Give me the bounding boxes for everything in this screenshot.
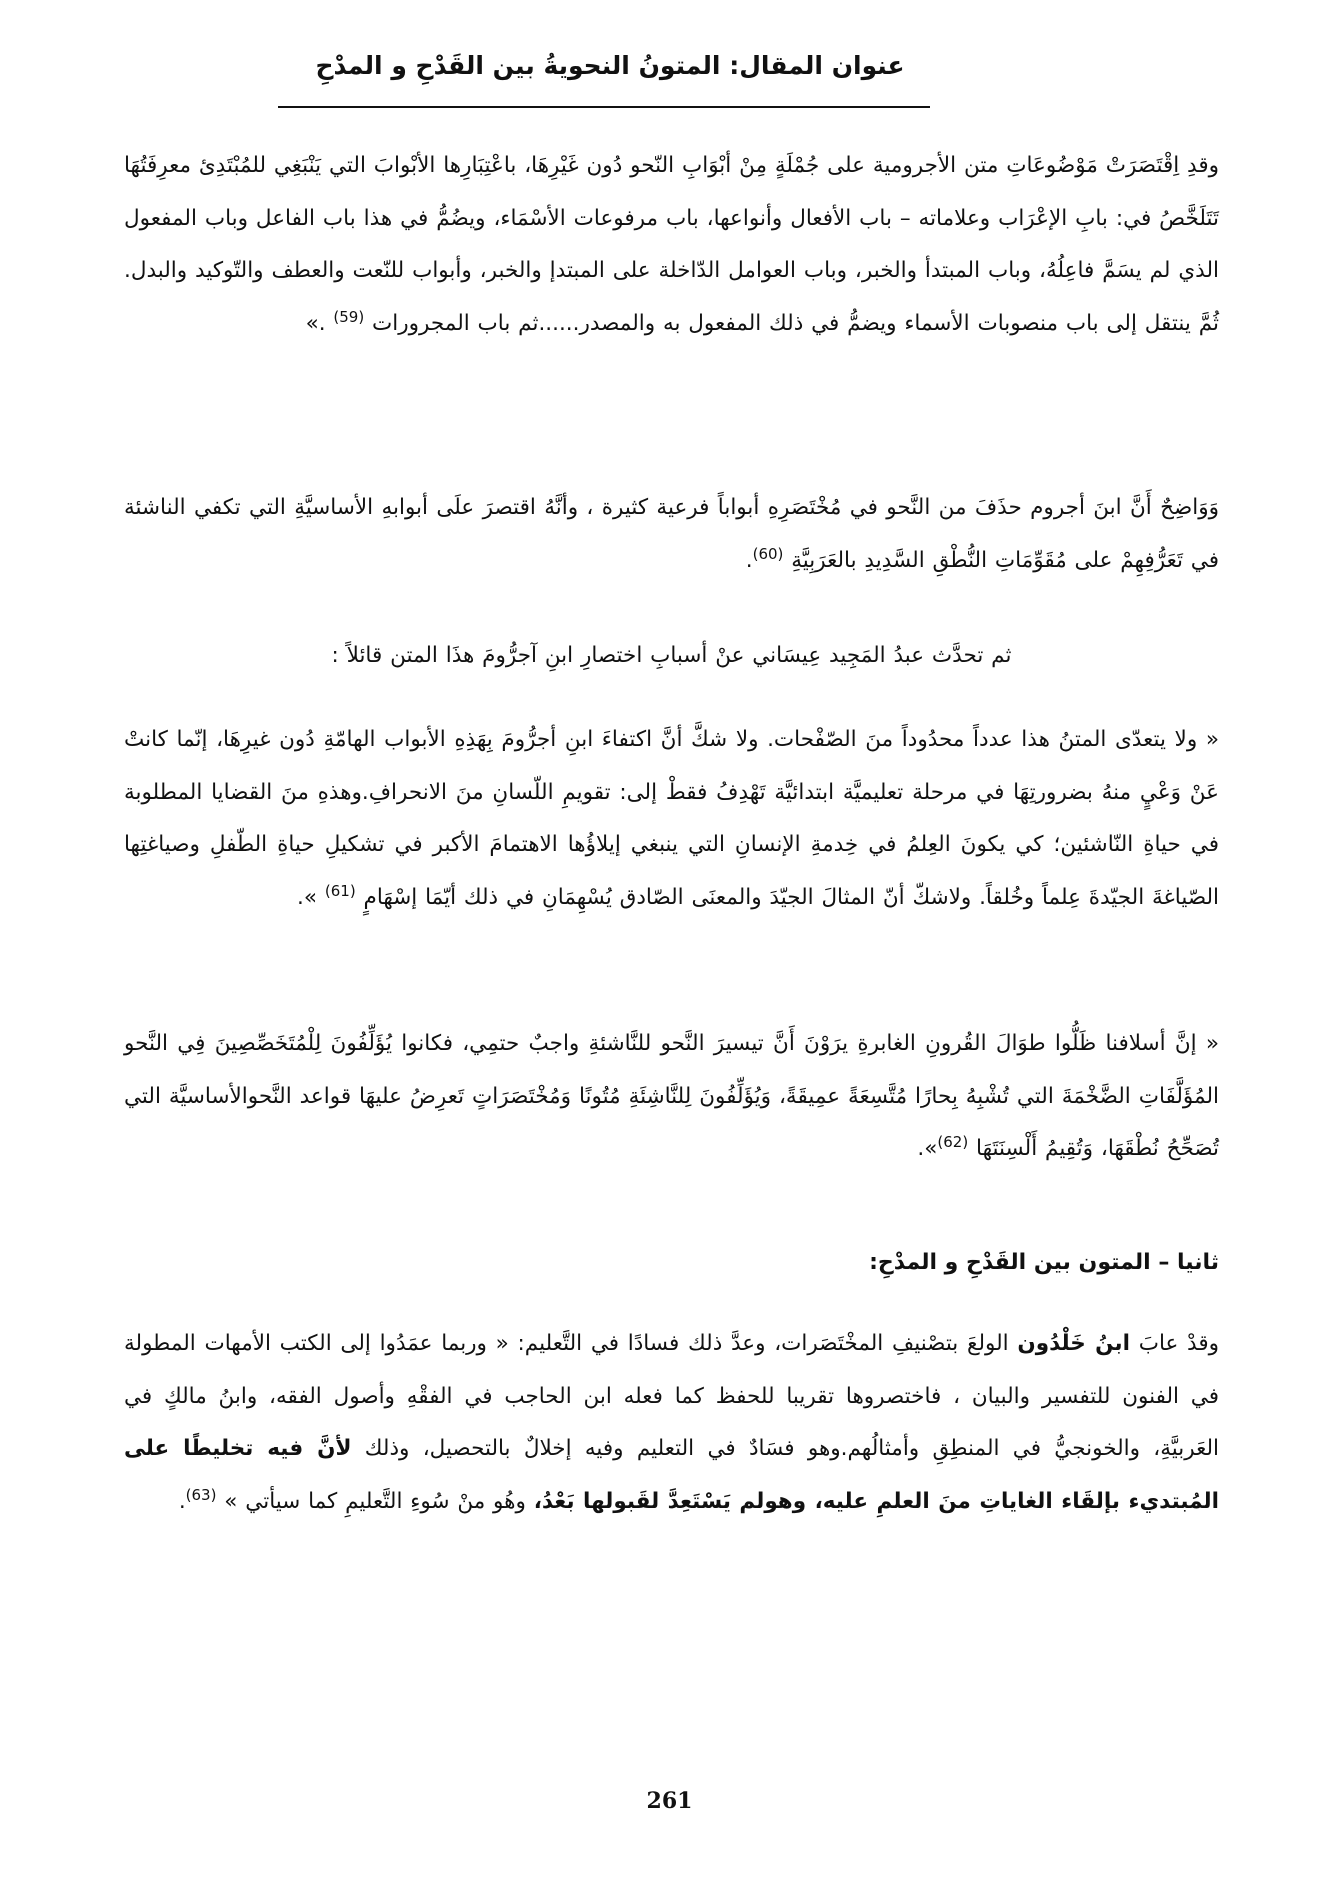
paragraph-2-closing: . bbox=[745, 547, 753, 573]
author-name: ابنُ خَلْدُون bbox=[1017, 1331, 1130, 1356]
footnote-ref-60: (60) bbox=[752, 544, 784, 563]
paragraph-6-tail: وهُو منْ سُوءِ التَّعليمِ كما سيأتي » bbox=[224, 1488, 534, 1514]
paragraph-4-text: « ولا يتعدّى المتنُ هذا عدداً محدُوداً منَ الصّفْحات. ولا شكَّ أنَّ اكتفاءَ ابنِ أجرُّومَ بِهَذِهِ الأبواب الهامّةِ دُون غيرِهَا، إنّما كانتْ عَنْ وَعْيٍ منهُ بضرورتِهَا في مرحلة تعليميَّة ابتدائيَّة تَهْدِفُ فقطْ إلى: تقويمِ اللّسانِ منَ الانحرافِ.وهذهِ منَ القضايا المطلوبة في حياةِ النّاشئين؛ كي يكونَ العِلمُ في خِدمةِ الإنسانِ التي ينبغي إيلاؤُها الاهتمامَ الأكبر في تشكيلِ حياةِ الطّفلِ وصياغتِها الصّياغةَ الجيّدةَ عِلماً وخُلقاً. ولاشكّ أنّ المثالَ الجيّدَ والمعنَى الصّادق يُسْهِمَانِ في ذلك أيّمَا إسْهَامٍ bbox=[124, 727, 1219, 910]
page-number: 261 bbox=[646, 1788, 693, 1814]
header-rule bbox=[278, 106, 930, 108]
paragraph-1-closing: .» bbox=[305, 310, 326, 336]
paragraph-4-closing: ». bbox=[297, 884, 318, 910]
paragraph-2-text: وَوَاضِحٌ أَنَّ ابنَ أجروم حذَفَ من النَّحو في مُخْتَصَرِهِ أبواباً فرعية كثيرة ، وأنَّهُ اقتصرَ علَى أبوابهِ الأساسيَّةِ التي تكفي الناشئة في تَعَرُّفِهِمْ على مُقَوِّمَاتِ النُّطْقِ السَّدِيدِ بالعَرَبِيَّةِ bbox=[124, 495, 1219, 573]
footnote-ref-61: (61) bbox=[324, 881, 356, 900]
paragraph-5-closing: ». bbox=[917, 1136, 938, 1161]
paragraph-1 bbox=[124, 140, 1219, 350]
paragraph-6-text: الولعَ بتصْنيفِ المخْتَصَرات، وعدَّ ذلك فسادًا في التَّعليم: « وربما عمَدُوا إلى الكتب الأمهات المطولة في الفنون للتفسير والبيان ، فاختصروها تقريبا للحفظ كما فعله ابن الحاجب في الفقْهِ وأصول الفقه، وابنُ مالكٍ في العَربيَّةِ، والخونجيُّ في المنطِقِ وأمثالُهم.وهو فسَادٌ في التعليم وفيه إخلالٌ بالتحصيل، وذلك bbox=[124, 1331, 1219, 1461]
paragraph-4-quote bbox=[124, 714, 1219, 924]
paragraph-6-closing: . bbox=[178, 1488, 186, 1514]
paragraph-6-lead: وقدْ عابَ bbox=[1129, 1331, 1219, 1356]
paragraph-3 bbox=[124, 630, 1219, 683]
paragraph-5-text: « إنَّ أسلافنا ظَلُّوا طوَالَ القُرونِ الغابرةِ يرَوْنَ أَنَّ تيسيرَ النَّحو للنَّاشئةِ واجبٌ حتمِي، فكانوا يُؤَلِّفُونَ لِلْمُتَخَصِّصِينَ فِي النَّحو المُؤَلَّفَاتِ الضَّخْمَةَ التي تُشْبِهُ بِحارًا مُتَّسِعَةً عمِيقَةً، وَيُؤَلِّفُونَ لِلنَّاشِئَةِ مُتُونًا وَمُخْتَصَرَاتٍ تَعرِضُ عليهَا قواعد النَّحوالأساسيَّة التي تُصَحِّحُ نُطْقَهَا، وَتُقِيمُ أَلْسِنَتَهَا bbox=[124, 1031, 1219, 1161]
footnote-ref-59: (59) bbox=[333, 307, 365, 326]
paragraph-5-quote bbox=[124, 1018, 1219, 1176]
footnote-ref-62: (62) bbox=[937, 1132, 969, 1151]
paragraph-6 bbox=[124, 1318, 1219, 1528]
footnote-ref-63: (63) bbox=[185, 1485, 217, 1504]
paragraph-6-bold-quote: لأنَّ فيه تخليطًا على المُبتديء بإلقَاء الغاياتِ منَ العلمِ عليه، وهولم يَسْتَعِدَّ لقَبولها بَعْدُ، bbox=[124, 1436, 1219, 1514]
page-header-title: عنوان المقال: المتونُ النحويةُ بين القَدْحِ و المدْحِ bbox=[315, 51, 905, 80]
section-heading: ثانيا – المتون بين القَدْحِ و المدْحِ: bbox=[869, 1250, 1219, 1275]
paragraph-2 bbox=[124, 482, 1219, 587]
paragraph-1-text: وقدِ اِقْتَصَرَتْ مَوْضُوعَاتِ متن الأجرومية على جُمْلَةٍ مِنْ أبْوَابِ النّحو دُون غَيْرِهَا، باعْتِبَارِها الأبْوابَ التي يَنْبَغِي للمُبْتَدِئ معرِفَتُهَا تَتَلَخَّصُ في: بابِ الإعْرَاب وعلاماته – باب الأفعال وأنواعها، باب مرفوعات الأسْمَاء، ويضُمُّ في هذا باب الفاعل وباب المفعول الذي لم يسَمَّ فاعِلُهُ، وباب المبتدأ والخبر، وباب العوامل الدّاخلة على المبتدإ والخبر، وأبواب للنّعت والعطف والتّوكيد والبدل. ثُمَّ ينتقل إلى باب منصوبات الأسماء ويضمُّ في ذلك المفعول به والمصدر......ثم باب المجرورات bbox=[124, 153, 1219, 336]
paragraph-3-text: ثم تحدَّث عبدُ المَجِيد عِيسَاني عنْ أسبابِ اختصارِ ابنِ آجرُّومَ هذَا المتن قائلاً : bbox=[331, 643, 1012, 668]
